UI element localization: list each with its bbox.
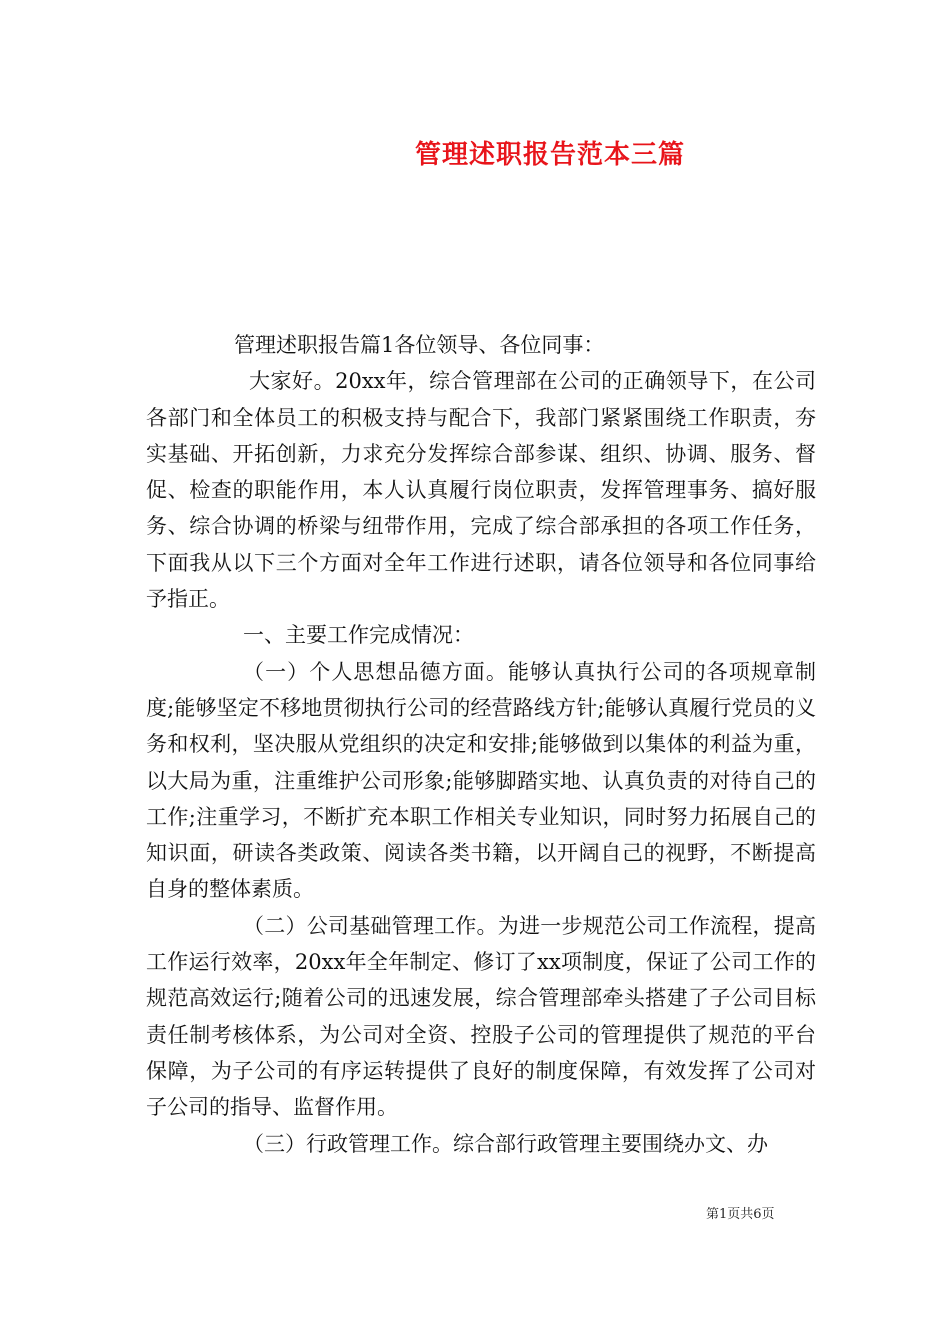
paragraph-greeting: 管理述职报告篇1各位领导、各位同事： [234,333,605,357]
page-number: 第1页共6页 [706,1207,775,1222]
paragraph-item-2: （二）公司基础管理工作。为进一步规范公司工作流程，提高工作运行效率，20xx年全年制定、修订了xx项制度，保证了公司工作的规范高效运行;随着公司的迅速发展，综合管理部牵头搭建了子公司目标责任制考核体系，为公司对全资、控股子公司的管理提供了规范的平台保障，为子公司的有序运转提供了良好的制度保障，有效发挥了公司对子公司的指导、监督作用。 [146,913,816,1120]
document-body [146,327,816,1162]
paragraph-item-1: （一）个人思想品德方面。能够认真执行公司的各项规章制度;能够坚定不移地贯彻执行公司的经营路线方针;能够认真履行党员的义务和权利，坚决服从党组织的决定和安排;能够做到以集体的利益为重，以大局为重，注重维护公司形象;能够脚踏实地、认真负责的对待自己的工作;注重学习，不断扩充本职工作相关专业知识，同时努力拓展自己的知识面，研读各类政策、阅读各类书籍，以开阔自己的视野，不断提高自身的整体素质。 [146,659,816,902]
section-heading: 一、主要工作完成情况： [243,623,474,648]
paragraph-intro: 大家好。20xx年，综合管理部在公司的正确领导下，在公司各部门和全体员工的积极支持与配合下，我部门紧紧围绕工作职责，夯实基础、开拓创新，力求充分发挥综合部参谋、组织、协调、服务、督促、检查的职能作用，本人认真履行岗位职责，发挥管理事务、搞好服务、综合协调的桥梁与纽带作用，完成了综合部承担的各项工作任务，下面我从以下三个方面对全年工作进行述职，请各位领导和各位同事给予指正。 [146,369,816,612]
document-title: 管理述职报告范本三篇 [414,140,685,170]
paragraph-item-3: （三）行政管理工作。综合部行政管理主要围绕办文、办 [243,1131,768,1156]
